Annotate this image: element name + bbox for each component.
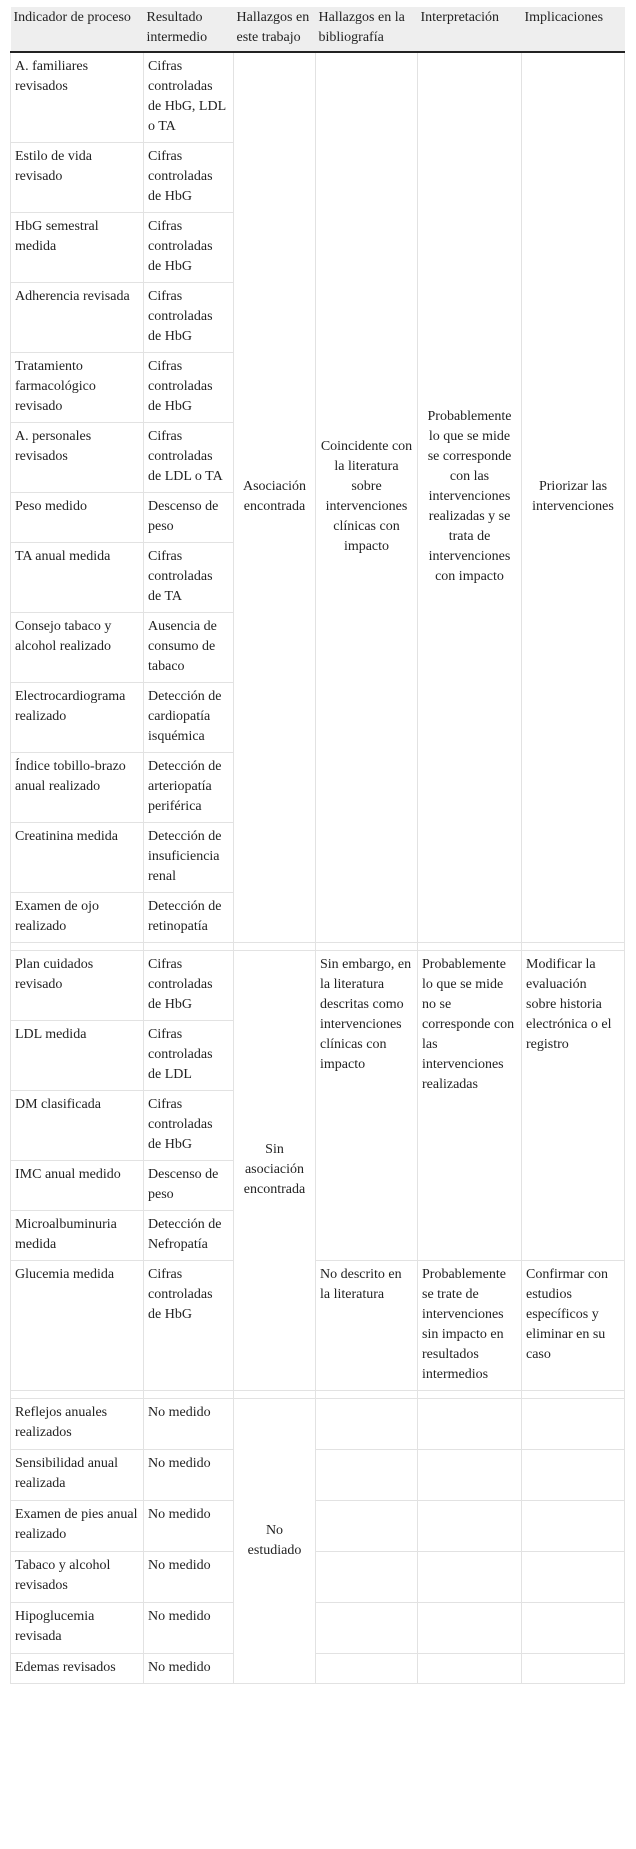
result-cell: No medido bbox=[144, 1399, 234, 1450]
table-body bbox=[11, 52, 625, 1684]
table-row bbox=[11, 52, 625, 143]
group2b-interpretation: Probablemente se trate de intervenciones sin impacto en resultados intermedios bbox=[418, 1261, 522, 1391]
indicator-cell: Consejo tabaco y alcohol realizado bbox=[11, 613, 144, 683]
indicator-cell: DM clasificada bbox=[11, 1091, 144, 1161]
indicator-cell: HbG semestral medida bbox=[11, 213, 144, 283]
empty-cell bbox=[418, 1450, 522, 1501]
header-cell: Hallazgos en la bibliografía bbox=[316, 7, 418, 52]
result-cell: Cifras controladas de HbG, LDL o TA bbox=[144, 52, 234, 143]
indicator-cell: Edemas revisados bbox=[11, 1654, 144, 1684]
indicator-cell: IMC anual medido bbox=[11, 1161, 144, 1211]
empty-cell bbox=[316, 1399, 418, 1450]
indicator-cell: Adherencia revisada bbox=[11, 283, 144, 353]
indicator-cell: TA anual medida bbox=[11, 543, 144, 613]
group2a-literature: Sin embargo, en la literatura descritas como intervenciones clínicas con impacto bbox=[316, 951, 418, 1261]
empty-cell bbox=[418, 1552, 522, 1603]
result-cell: Detección de retinopatía bbox=[144, 893, 234, 943]
empty-cell bbox=[316, 1603, 418, 1654]
group3-finding: No estudiado bbox=[234, 1399, 316, 1684]
result-cell: No medido bbox=[144, 1603, 234, 1654]
result-cell: Detección de Nefropatía bbox=[144, 1211, 234, 1261]
table-row bbox=[11, 1399, 625, 1450]
table-row bbox=[11, 1603, 625, 1654]
group1-literature: Coincidente con la literatura sobre intervenciones clínicas con impacto bbox=[316, 52, 418, 943]
table-row bbox=[11, 951, 625, 1021]
table-row bbox=[11, 1654, 625, 1684]
header-cell: Indicador de proceso bbox=[11, 7, 144, 52]
group-separator bbox=[11, 1391, 625, 1399]
result-cell: Cifras controladas de HbG bbox=[144, 143, 234, 213]
group2-finding: Sin asociación encontrada bbox=[234, 951, 316, 1391]
empty-cell bbox=[522, 1501, 625, 1552]
empty-cell bbox=[316, 1552, 418, 1603]
findings-table bbox=[10, 7, 625, 1684]
indicator-cell: A. personales revisados bbox=[11, 423, 144, 493]
group1-implications: Priorizar las intervenciones bbox=[522, 52, 625, 943]
indicator-cell: Creatinina medida bbox=[11, 823, 144, 893]
empty-cell bbox=[418, 1654, 522, 1684]
indicator-cell: Examen de ojo realizado bbox=[11, 893, 144, 943]
group2a-interpretation: Probablemente lo que se mide no se corresponde con las intervenciones realizadas bbox=[418, 951, 522, 1261]
group2b-implications: Confirmar con estudios específicos y eliminar en su caso bbox=[522, 1261, 625, 1391]
result-cell: Detección de arteriopatía periférica bbox=[144, 753, 234, 823]
result-cell: Cifras controladas de LDL o TA bbox=[144, 423, 234, 493]
result-cell: No medido bbox=[144, 1501, 234, 1552]
empty-cell bbox=[522, 1552, 625, 1603]
result-cell: Cifras controladas de HbG bbox=[144, 213, 234, 283]
empty-cell bbox=[316, 1654, 418, 1684]
group2a-implications: Modificar la evaluación sobre historia electrónica o el registro bbox=[522, 951, 625, 1261]
indicator-cell: Glucemia medida bbox=[11, 1261, 144, 1391]
empty-cell bbox=[316, 1450, 418, 1501]
empty-cell bbox=[522, 1654, 625, 1684]
empty-cell bbox=[522, 1399, 625, 1450]
indicator-cell: Reflejos anuales realizados bbox=[11, 1399, 144, 1450]
group-separator bbox=[11, 943, 625, 951]
indicator-cell: A. familiares revisados bbox=[11, 52, 144, 143]
table-row bbox=[11, 1552, 625, 1603]
result-cell: Cifras controladas de TA bbox=[144, 543, 234, 613]
empty-cell bbox=[418, 1399, 522, 1450]
indicator-cell: Sensibilidad anual realizada bbox=[11, 1450, 144, 1501]
result-cell: Cifras controladas de HbG bbox=[144, 1261, 234, 1391]
result-cell: No medido bbox=[144, 1450, 234, 1501]
result-cell: Detección de cardiopatía isquémica bbox=[144, 683, 234, 753]
table-header bbox=[11, 7, 625, 52]
result-cell: Cifras controladas de HbG bbox=[144, 353, 234, 423]
empty-cell bbox=[316, 1501, 418, 1552]
result-cell: Descenso de peso bbox=[144, 493, 234, 543]
result-cell: Cifras controladas de HbG bbox=[144, 1091, 234, 1161]
header-cell: Resultado intermedio bbox=[144, 7, 234, 52]
header-cell: Hallazgos en este trabajo bbox=[234, 7, 316, 52]
table-row bbox=[11, 1261, 625, 1391]
table-row bbox=[11, 1450, 625, 1501]
indicator-cell: Examen de pies anual realizado bbox=[11, 1501, 144, 1552]
result-cell: Cifras controladas de HbG bbox=[144, 951, 234, 1021]
table-row bbox=[11, 1501, 625, 1552]
indicator-cell: Índice tobillo-brazo anual realizado bbox=[11, 753, 144, 823]
result-cell: No medido bbox=[144, 1552, 234, 1603]
result-cell: Detección de insuficiencia renal bbox=[144, 823, 234, 893]
empty-cell bbox=[522, 1603, 625, 1654]
empty-cell bbox=[418, 1501, 522, 1552]
indicator-cell: Estilo de vida revisado bbox=[11, 143, 144, 213]
result-cell: No medido bbox=[144, 1654, 234, 1684]
result-cell: Cifras controladas de LDL bbox=[144, 1021, 234, 1091]
indicator-cell: Peso medido bbox=[11, 493, 144, 543]
result-cell: Ausencia de consumo de tabaco bbox=[144, 613, 234, 683]
group1-finding: Asociación encontrada bbox=[234, 52, 316, 943]
header-cell: Interpretación bbox=[418, 7, 522, 52]
indicator-cell: Microalbuminuria medida bbox=[11, 1211, 144, 1261]
header-cell: Implicaciones bbox=[522, 7, 625, 52]
indicator-cell: Hipoglucemia revisada bbox=[11, 1603, 144, 1654]
empty-cell bbox=[418, 1603, 522, 1654]
indicator-cell: Electrocardiograma realizado bbox=[11, 683, 144, 753]
group2b-literature: No descrito en la literatura bbox=[316, 1261, 418, 1391]
indicator-cell: Plan cuidados revisado bbox=[11, 951, 144, 1021]
empty-cell bbox=[522, 1450, 625, 1501]
indicator-cell: LDL medida bbox=[11, 1021, 144, 1091]
result-cell: Cifras controladas de HbG bbox=[144, 283, 234, 353]
indicator-cell: Tratamiento farmacológico revisado bbox=[11, 353, 144, 423]
group1-interpretation: Probablemente lo que se mide se corresponde con las intervenciones realizadas y se trata de intervenciones con impacto bbox=[418, 52, 522, 943]
indicator-cell: Tabaco y alcohol revisados bbox=[11, 1552, 144, 1603]
result-cell: Descenso de peso bbox=[144, 1161, 234, 1211]
